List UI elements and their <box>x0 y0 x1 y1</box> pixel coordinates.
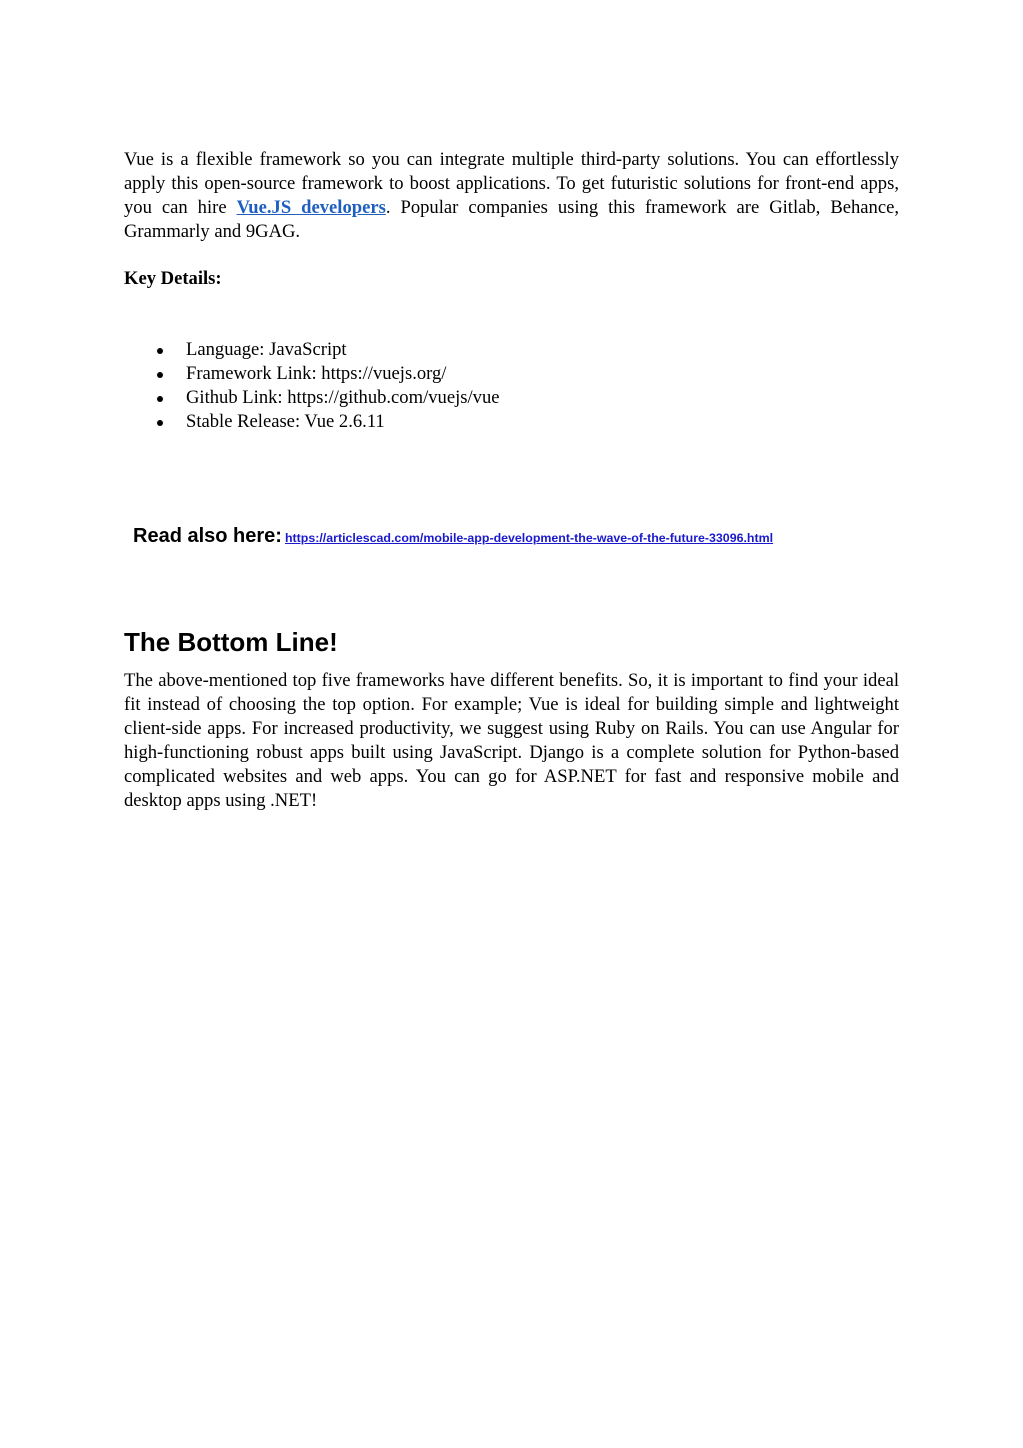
bullet-icon <box>157 372 163 378</box>
intro-text-before-link: Vue is a flexible framework so you can integrate multiple third-party solutions. You can effortlessly apply this open-source framework to boost applications. To get futuristic solutions for front-end apps, you can hire <box>124 149 899 218</box>
list-item <box>124 410 500 434</box>
read-also-line <box>133 525 773 548</box>
list-item <box>124 386 500 410</box>
list-item <box>124 362 500 386</box>
bottom-line-paragraph: The above-mentioned top five frameworks have different benefits. So, it is important to find your ideal fit instead of choosing the top option. For example; Vue is ideal for building simple and lightweight client-side apps. For increased productivity, we suggest using Ruby on Rails. You can use Angular for high-functioning robust apps built using JavaScript. Django is a complete solution for Python-based complicated websites and web apps. You can go for ASP.NET for fast and responsive mobile and desktop apps using .NET! <box>124 670 899 811</box>
list-item-text: Stable Release: Vue 2.6.11 <box>186 411 385 432</box>
intro-text-after-link: . Popular companies using this framework are Gitlab, Behance, Grammarly and 9GAG. <box>124 197 899 242</box>
intro-paragraph <box>124 148 899 244</box>
bullet-icon <box>157 396 163 402</box>
list-item-text: Framework Link: https://vuejs.org/ <box>186 363 447 384</box>
list-item <box>124 338 500 362</box>
read-also-label: Read also here: <box>133 525 282 547</box>
bullet-icon <box>157 420 163 426</box>
key-details-list <box>124 338 500 434</box>
list-item-text: Language: JavaScript <box>186 339 347 360</box>
key-details-heading: Key Details: <box>124 268 222 289</box>
list-item-text: Github Link: https://github.com/vuejs/vue <box>186 387 500 408</box>
bullet-icon <box>157 348 163 354</box>
read-also-url-link[interactable]: https://articlescad.com/mobile-app-development-the-wave-of-the-future-33096.html <box>284 531 774 545</box>
bottom-line-heading: The Bottom Line! <box>124 627 338 657</box>
vuejs-developers-link[interactable]: Vue.JS developers <box>236 197 386 218</box>
